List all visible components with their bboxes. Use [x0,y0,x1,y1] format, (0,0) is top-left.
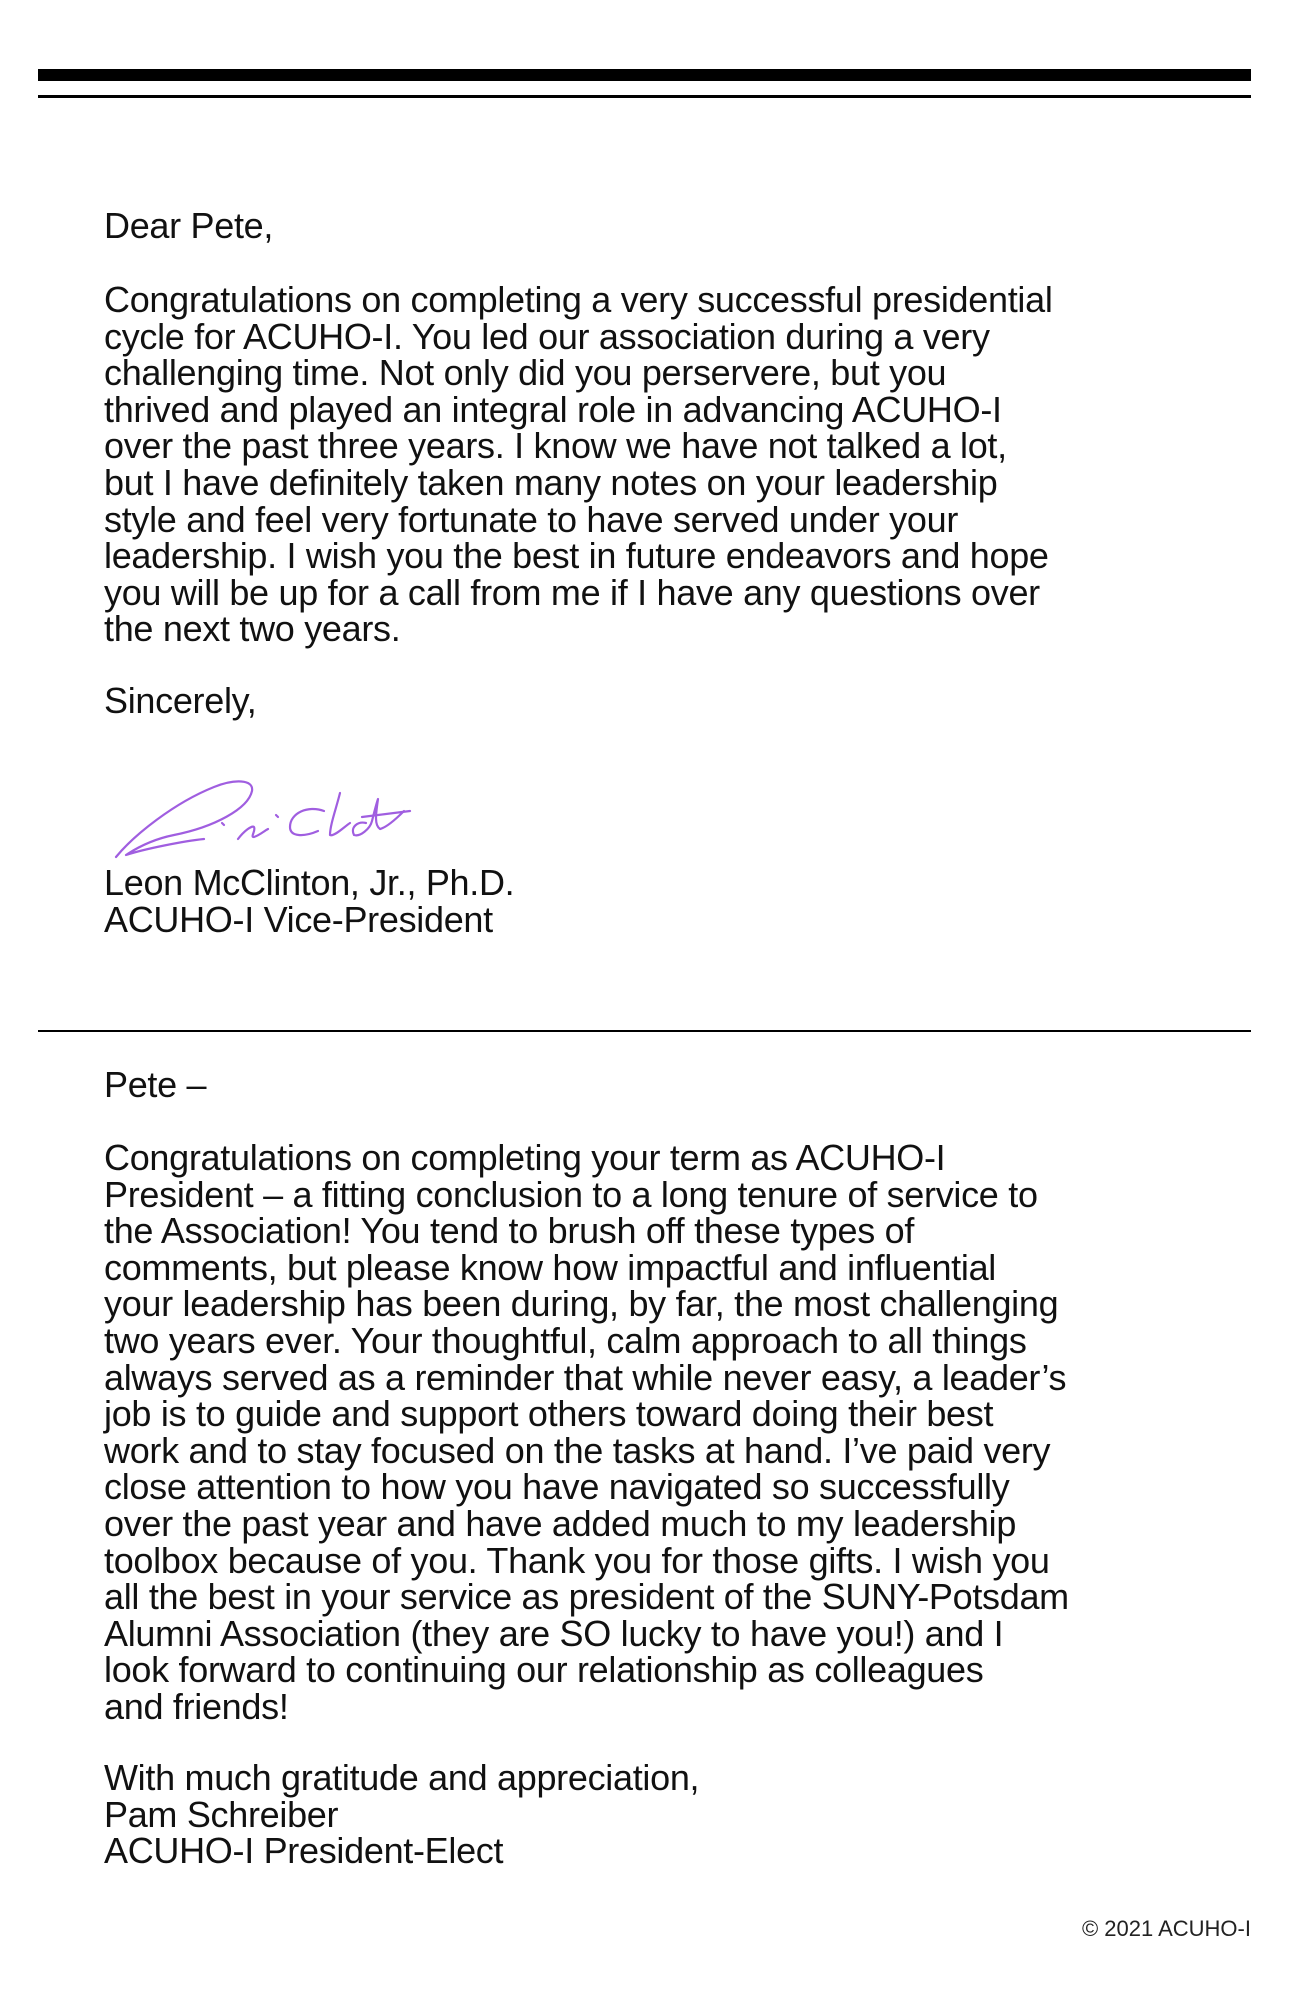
letter2-signer-title: ACUHO-I President-Elect [104,1830,504,1872]
letter2-body-line: President – a fitting conclusion to a long tenure of service to [104,1173,1038,1215]
letter1-body-line: style and feel very fortunate to have served under your [104,498,959,540]
letter2-body-line: two years ever. Your thoughtful, calm approach to all things [104,1319,1027,1361]
letter1-salutation [104,205,1204,246]
letter1-body-line: the next two years. [104,608,401,650]
letter2-body-line: close attention to how you have navigated so successfully [104,1466,1010,1508]
letter1-body-line: leadership. I wish you the best in future endeavors and hope [104,535,1049,577]
letter1-closing [104,680,1204,721]
letter2-closing [104,1757,1204,1872]
letter2-body-line: and friends! [104,1685,289,1727]
letter2-body-line: toolbox because of you. Thank you for those gifts. I wish you [104,1539,1050,1581]
letter1-closing-text: Sincerely, [104,680,257,721]
letter1-body [104,279,1204,650]
letter2-salutation [104,1064,1204,1105]
section-divider [38,1030,1251,1032]
letter2-body-line: look forward to continuing our relationship as colleagues [104,1649,984,1691]
letter1-signer-name: Leon McClinton, Jr., Ph.D. [104,862,515,903]
top-thick-rule [38,69,1251,81]
letter1-body-line: Congratulations on completing a very successful presidential [104,279,1053,320]
letter1-body-line: but I have definitely taken many notes on your leadership [104,461,998,503]
letter2-body [104,1137,1204,1727]
letter2-body-line: Alumni Association (they are SO lucky to have you!) and I [104,1612,1004,1654]
letter2-body-line: work and to stay focused on the tasks at hand. I’ve paid very [104,1429,1051,1471]
letter1-body-line: challenging time. Not only did you perservere, but you [104,352,947,394]
letter2-body-line: Congratulations on completing your term as ACUHO-I [104,1137,946,1178]
letter2-body-line: comments, but please know how impactful and influential [104,1246,996,1288]
letter2-signer-name: Pam Schreiber [104,1793,339,1835]
letter1-body-line: you will be up for a call from me if I have any questions over [104,571,1040,613]
letter2-body-line: the Association! You tend to brush off these types of [104,1210,915,1252]
letter1-body-line: over the past three years. I know we have not talked a lot, [104,425,1007,467]
handwritten-signature [104,765,414,865]
letter2-body-line: your leadership has been during, by far, the most challenging [104,1283,1059,1325]
letter2-body-line: always served as a reminder that while never easy, a leader’s [104,1356,1067,1398]
letter1-salutation-text: Dear Pete, [104,205,274,246]
letter2-body-line: over the past year and have added much to my leadership [104,1502,1017,1544]
letter2-closing-text: With much gratitude and appreciation, [104,1757,700,1798]
letter1-signer-title: ACUHO-I Vice-President [104,898,493,940]
letter2-salutation-text: Pete – [104,1064,207,1105]
letter1-signer [104,862,1204,940]
top-thin-rule [38,95,1251,98]
copyright-footer: © 2021 ACUHO-I [1081,1916,1251,1941]
letter1-body-line: cycle for ACUHO-I. You led our association during a very [104,315,990,357]
letter2-body-line: all the best in your service as president of the SUNY-Potsdam [104,1576,1069,1618]
letter2-body-line: job is to guide and support others toward doing their best [104,1393,994,1435]
letter1-body-line: thrived and played an integral role in advancing ACUHO-I [104,388,1002,430]
